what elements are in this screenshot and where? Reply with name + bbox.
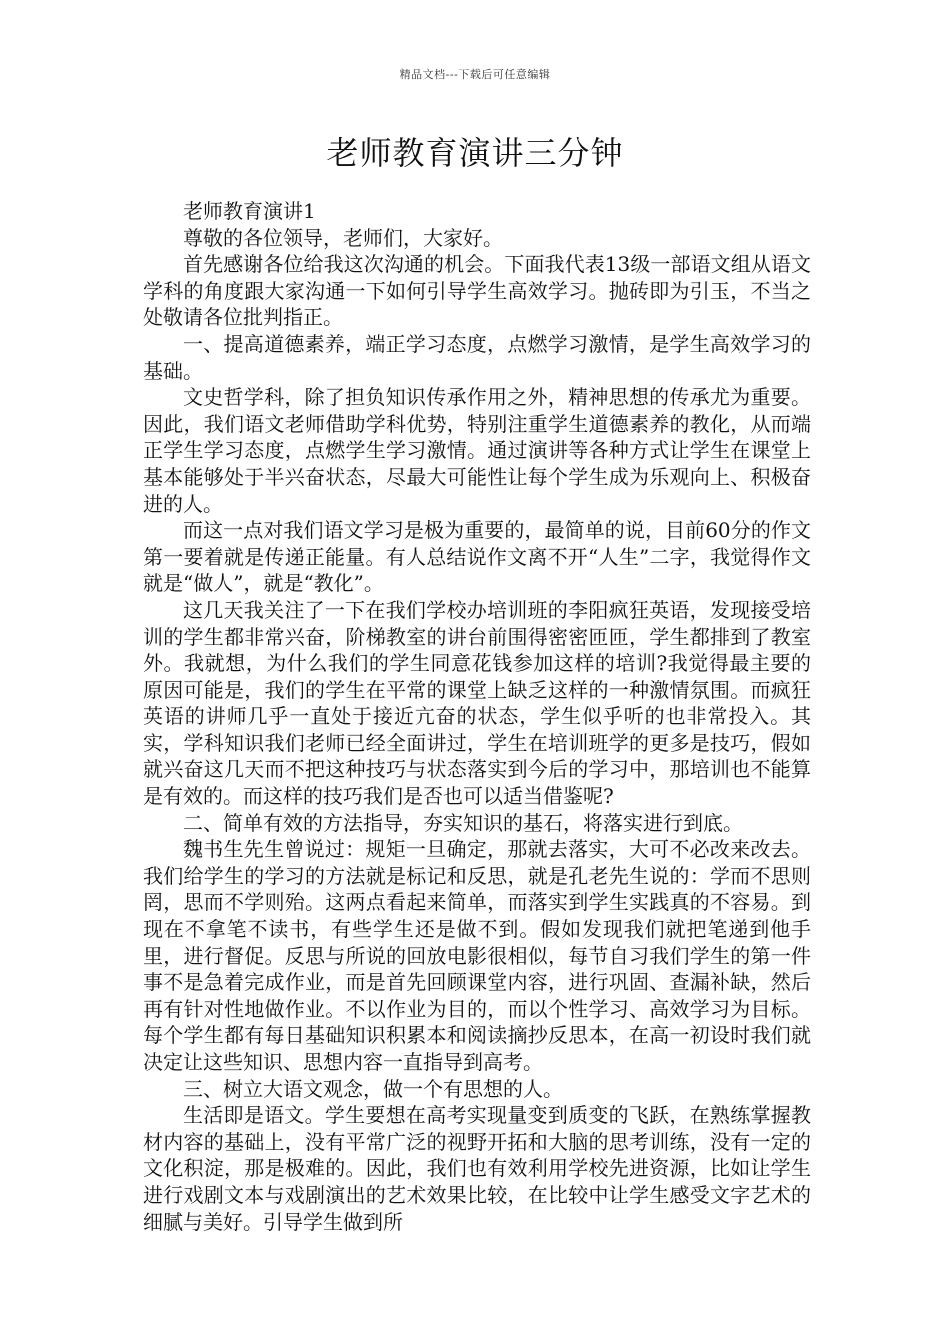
intro-paragraph: 首先感谢各位给我这次沟通的机会。下面我代表13级一部语文组从语文学科的角度跟大家沟通一下如何引导学生高效学习。抛砖即为引玉，不当之处敬请各位批判指正。 [143, 252, 811, 330]
section-heading-2: 二、简单有效的方法指导，夯实知识的基石，将落实进行到底。 [183, 810, 743, 835]
header-note: 精品文档---下载后可任意编辑 [399, 68, 551, 81]
speech-heading: 老师教育演讲1 [183, 199, 316, 223]
body-paragraph: 文史哲学科，除了担负知识传承作用之外，精神思想的传承尤为重要。因此，我们语文老师借助学科优势，特别注重学生道德素养的教化，从而端正学生学习态度，点燃学生学习激情。通过演讲等各种方式让学生在课堂上基本能够处于半兴奋状态，尽最大可能性让每个学生成为乐观向上、积极奋进的人。 [143, 385, 811, 516]
document-title: 老师教育演讲三分钟 [326, 134, 624, 172]
body-paragraph: 而这一点对我们语文学习是极为重要的，最简单的说，目前60分的作文第一要着就是传递正能量。有人总结说作文离不开“人生”二字，我觉得作文就是“做人”，就是“教化”。 [143, 518, 811, 596]
body-paragraph: 魏书生先生曾说过：规矩一旦确定，那就去落实，大可不必改来改去。我们给学生的学习的方法就是标记和反思，就是孔老先生说的：学而不思则罔，思而不学则殆。这两点看起来简单，而落实到学生实践真的不容易。到现在不拿笔不读书，有些学生还是做不到。假如发现我们就把笔递到他手里，进行督促。反思与所说的回放电影很相似，每节自习我们学生的第一件事不是急着完成作业，而是首先回顾课堂内容，进行巩固、查漏补缺，然后再有针对性地做作业。不以作业为目的，而以个性学习、高效学习为目标。每个学生都有每日基础知识积累本和阅读摘抄反思本，在高一初设时我们就决定让这些知识、思想内容一直指导到高考。 [143, 837, 811, 1074]
body-paragraph: 这几天我关注了一下在我们学校办培训班的李阳疯狂英语，发现接受培训的学生都非常兴奋，阶梯教室的讲台前围得密密匝匝，学生都排到了教室外。我就想，为什么我们的学生同意花钱参加这样的培训?我觉得最主要的原因可能是，我们的学生在平常的课堂上缺乏这样的一种激情氛围。而疯狂英语的讲师几乎一直处于接近亢奋的状态，学生似乎听的也非常投入。其实，学科知识我们老师已经全面讲过，学生在培训班学的更多是技巧，假如就兴奋这几天而不把这种技巧与状态落实到今后的学习中，那培训也不能算是有效的。而这样的技巧我们是否也可以适当借鉴呢? [143, 597, 811, 809]
document-body [143, 198, 811, 1235]
section-heading-3: 三、树立大语文观念，做一个有思想的人。 [183, 1076, 563, 1101]
section-heading-1: 一、提高道德素养，端正学习态度，点燃学习激情，是学生高效学习的基础。 [143, 331, 811, 383]
body-paragraph: 生活即是语文。学生要想在高考实现量变到质变的飞跃，在熟练掌握教材内容的基础上，没有平常广泛的视野开拓和大脑的思考训练，没有一定的文化积淀，那是极难的。因此，我们也有效利用学校先进资源，比如让学生进行戏剧文本与戏剧演出的艺术效果比较，在比较中让学生感受文字艺术的细腻与美好。引导学生做到所 [143, 1103, 811, 1234]
greeting-paragraph: 尊敬的各位领导，老师们，大家好。 [183, 225, 503, 250]
